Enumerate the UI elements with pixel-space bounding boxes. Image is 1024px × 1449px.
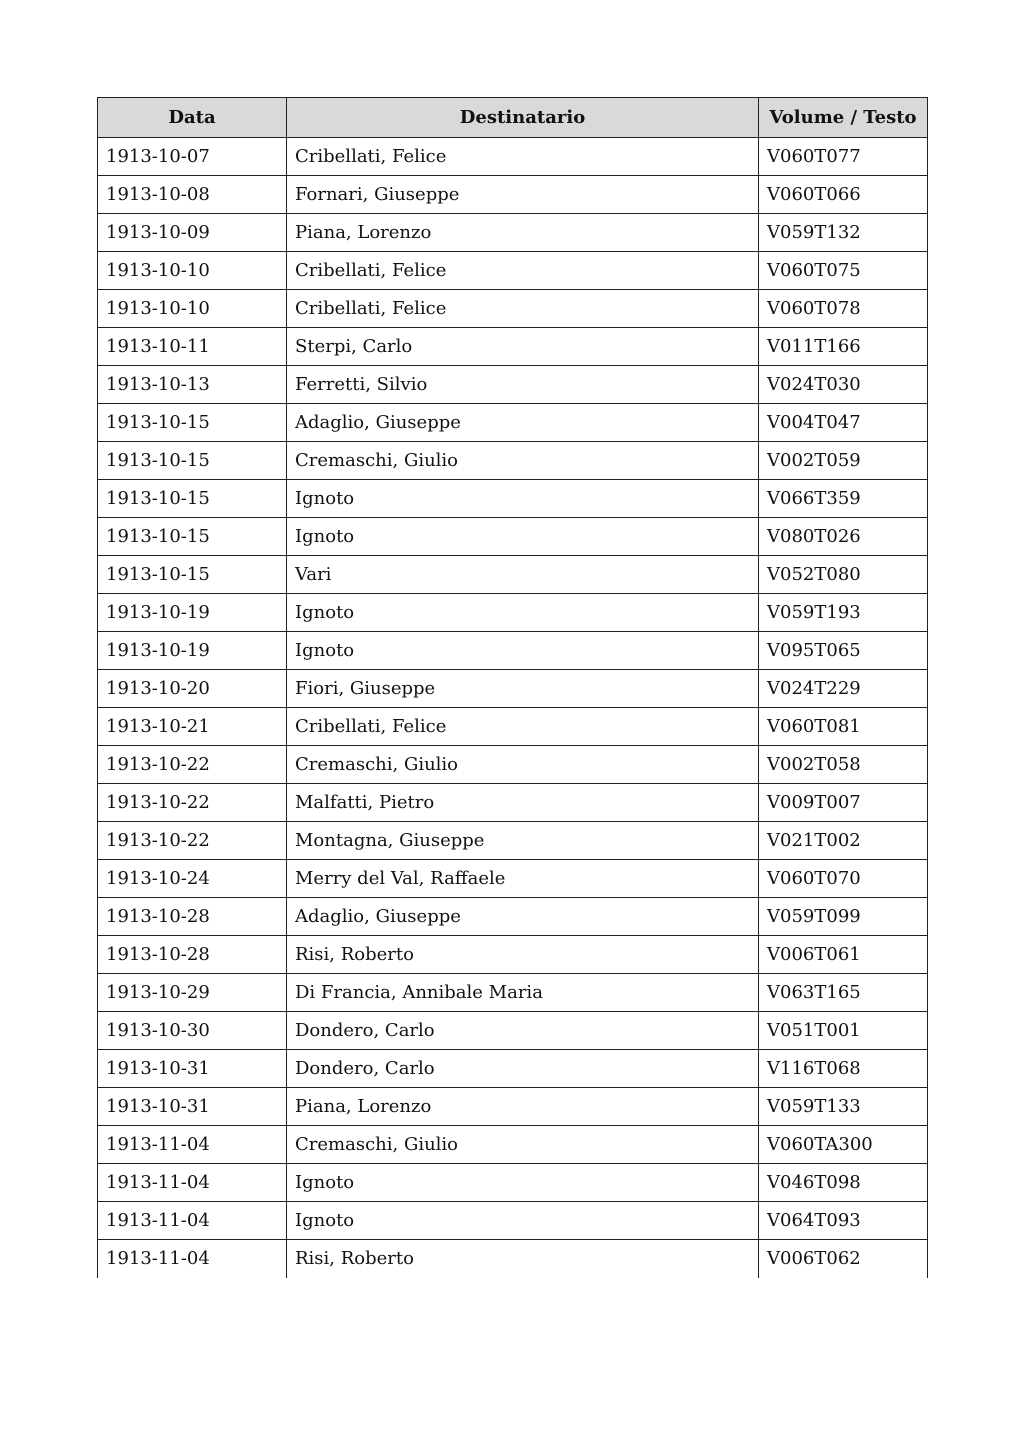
cell-volume-text: V051T001	[759, 1012, 928, 1050]
cell-volume-text: V011T166	[759, 328, 928, 366]
table-row	[98, 1088, 928, 1126]
cell-recipient: Cremaschi, Giulio	[287, 442, 759, 480]
cell-date: 1913-11-04	[98, 1126, 287, 1164]
header-row	[98, 98, 928, 138]
cell-volume-text: V060T075	[759, 252, 928, 290]
table-row	[98, 1050, 928, 1088]
cell-date: 1913-10-11	[98, 328, 287, 366]
cell-date: 1913-11-04	[98, 1240, 287, 1278]
table-row	[98, 366, 928, 404]
table-row	[98, 138, 928, 176]
cell-date: 1913-10-30	[98, 1012, 287, 1050]
cell-recipient: Vari	[287, 556, 759, 594]
cell-recipient: Risi, Roberto	[287, 936, 759, 974]
table-row	[98, 1202, 928, 1240]
cell-date: 1913-10-10	[98, 290, 287, 328]
table-row	[98, 556, 928, 594]
cell-volume-text: V060T081	[759, 708, 928, 746]
cell-date: 1913-10-22	[98, 746, 287, 784]
cell-volume-text: V116T068	[759, 1050, 928, 1088]
table-row	[98, 822, 928, 860]
cell-date: 1913-11-04	[98, 1164, 287, 1202]
table-row	[98, 252, 928, 290]
cell-date: 1913-10-15	[98, 442, 287, 480]
cell-volume-text: V060T077	[759, 138, 928, 176]
cell-volume-text: V059T099	[759, 898, 928, 936]
table-row	[98, 746, 928, 784]
cell-date: 1913-10-15	[98, 404, 287, 442]
cell-date: 1913-10-28	[98, 898, 287, 936]
cell-recipient: Cremaschi, Giulio	[287, 746, 759, 784]
cell-date: 1913-10-15	[98, 518, 287, 556]
cell-recipient: Ignoto	[287, 632, 759, 670]
cell-recipient: Ignoto	[287, 480, 759, 518]
cell-recipient: Adaglio, Giuseppe	[287, 404, 759, 442]
table-header	[98, 98, 928, 138]
cell-volume-text: V006T061	[759, 936, 928, 974]
table-body	[98, 138, 928, 1278]
table-row	[98, 708, 928, 746]
letters-table	[97, 97, 928, 1278]
cell-recipient: Ignoto	[287, 594, 759, 632]
cell-date: 1913-10-20	[98, 670, 287, 708]
cell-date: 1913-10-09	[98, 214, 287, 252]
cell-date: 1913-10-31	[98, 1088, 287, 1126]
cell-date: 1913-10-07	[98, 138, 287, 176]
cell-volume-text: V063T165	[759, 974, 928, 1012]
cell-recipient: Merry del Val, Raffaele	[287, 860, 759, 898]
cell-volume-text: V059T193	[759, 594, 928, 632]
table-row	[98, 480, 928, 518]
cell-recipient: Piana, Lorenzo	[287, 1088, 759, 1126]
cell-recipient: Ignoto	[287, 1202, 759, 1240]
table-row	[98, 898, 928, 936]
cell-volume-text: V060T078	[759, 290, 928, 328]
table-row	[98, 442, 928, 480]
cell-volume-text: V059T133	[759, 1088, 928, 1126]
cell-volume-text: V002T058	[759, 746, 928, 784]
table-row	[98, 594, 928, 632]
cell-recipient: Cribellati, Felice	[287, 252, 759, 290]
table-row	[98, 1012, 928, 1050]
table-row	[98, 1164, 928, 1202]
table-row	[98, 1126, 928, 1164]
cell-volume-text: V060T066	[759, 176, 928, 214]
table-row	[98, 328, 928, 366]
cell-recipient: Dondero, Carlo	[287, 1050, 759, 1088]
cell-volume-text: V060T070	[759, 860, 928, 898]
cell-date: 1913-10-08	[98, 176, 287, 214]
table-row	[98, 518, 928, 556]
table-row	[98, 784, 928, 822]
table-row	[98, 1240, 928, 1278]
cell-recipient: Ignoto	[287, 1164, 759, 1202]
cell-volume-text: V002T059	[759, 442, 928, 480]
cell-recipient: Dondero, Carlo	[287, 1012, 759, 1050]
cell-volume-text: V024T030	[759, 366, 928, 404]
cell-volume-text: V064T093	[759, 1202, 928, 1240]
cell-volume-text: V080T026	[759, 518, 928, 556]
table-row	[98, 974, 928, 1012]
cell-recipient: Montagna, Giuseppe	[287, 822, 759, 860]
cell-date: 1913-10-15	[98, 480, 287, 518]
cell-volume-text: V006T062	[759, 1240, 928, 1278]
table-row	[98, 670, 928, 708]
table-row	[98, 632, 928, 670]
cell-date: 1913-10-24	[98, 860, 287, 898]
cell-recipient: Cribellati, Felice	[287, 708, 759, 746]
cell-recipient: Fornari, Giuseppe	[287, 176, 759, 214]
cell-volume-text: V009T007	[759, 784, 928, 822]
cell-recipient: Risi, Roberto	[287, 1240, 759, 1278]
cell-recipient: Adaglio, Giuseppe	[287, 898, 759, 936]
cell-recipient: Cremaschi, Giulio	[287, 1126, 759, 1164]
cell-volume-text: V052T080	[759, 556, 928, 594]
table-row	[98, 860, 928, 898]
cell-recipient: Cribellati, Felice	[287, 290, 759, 328]
cell-date: 1913-11-04	[98, 1202, 287, 1240]
cell-recipient: Malfatti, Pietro	[287, 784, 759, 822]
cell-volume-text: V095T065	[759, 632, 928, 670]
cell-volume-text: V046T098	[759, 1164, 928, 1202]
cell-recipient: Sterpi, Carlo	[287, 328, 759, 366]
cell-recipient: Piana, Lorenzo	[287, 214, 759, 252]
cell-recipient: Fiori, Giuseppe	[287, 670, 759, 708]
cell-volume-text: V066T359	[759, 480, 928, 518]
cell-date: 1913-10-22	[98, 784, 287, 822]
table-row	[98, 290, 928, 328]
table-row	[98, 404, 928, 442]
cell-date: 1913-10-22	[98, 822, 287, 860]
column-header-date: Data	[98, 98, 287, 138]
cell-recipient: Ferretti, Silvio	[287, 366, 759, 404]
column-header-volume-text: Volume / Testo	[759, 98, 928, 138]
cell-date: 1913-10-19	[98, 594, 287, 632]
cell-date: 1913-10-29	[98, 974, 287, 1012]
cell-date: 1913-10-15	[98, 556, 287, 594]
cell-date: 1913-10-13	[98, 366, 287, 404]
cell-volume-text: V004T047	[759, 404, 928, 442]
column-header-recipient: Destinatario	[287, 98, 759, 138]
cell-volume-text: V060TA300	[759, 1126, 928, 1164]
cell-recipient: Cribellati, Felice	[287, 138, 759, 176]
cell-date: 1913-10-21	[98, 708, 287, 746]
table-row	[98, 176, 928, 214]
cell-volume-text: V024T229	[759, 670, 928, 708]
cell-date: 1913-10-31	[98, 1050, 287, 1088]
cell-date: 1913-10-10	[98, 252, 287, 290]
cell-date: 1913-10-19	[98, 632, 287, 670]
table-row	[98, 214, 928, 252]
cell-date: 1913-10-28	[98, 936, 287, 974]
cell-recipient: Ignoto	[287, 518, 759, 556]
cell-recipient: Di Francia, Annibale Maria	[287, 974, 759, 1012]
cell-volume-text: V021T002	[759, 822, 928, 860]
table-row	[98, 936, 928, 974]
cell-volume-text: V059T132	[759, 214, 928, 252]
